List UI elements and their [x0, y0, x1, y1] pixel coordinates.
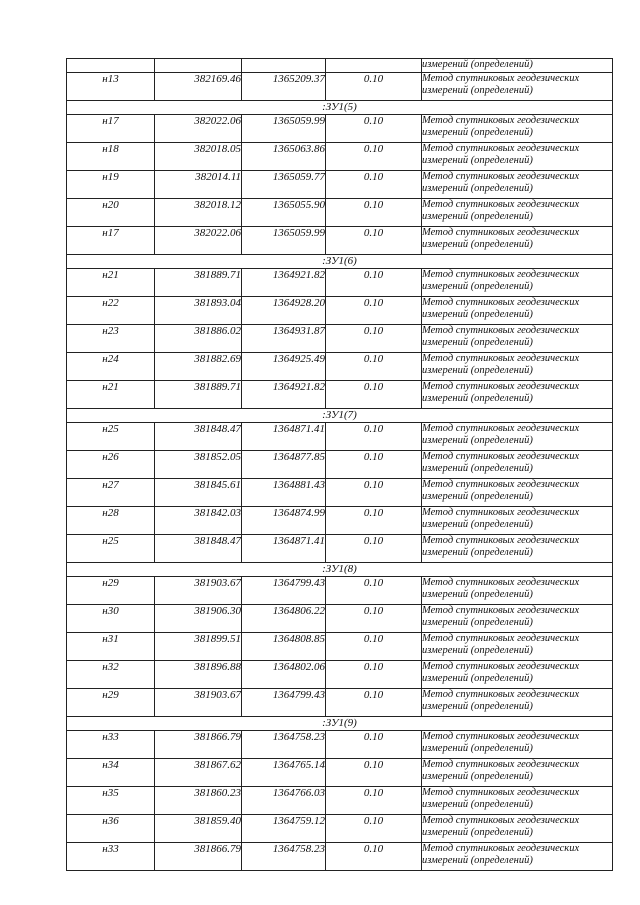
- method-line-2: измерений (определений): [422, 855, 533, 866]
- cell-method: [422, 115, 613, 143]
- cell-x: 381866.79: [155, 843, 242, 871]
- cell-error: 0.10: [326, 605, 422, 633]
- cell-x: 381848.47: [155, 423, 242, 451]
- cell-x: 381842.03: [155, 507, 242, 535]
- cell-point: [67, 59, 155, 73]
- cell-error: 0.10: [326, 479, 422, 507]
- cell-y: 1364799.43: [242, 689, 326, 717]
- table-row: [67, 381, 613, 409]
- table-row: [67, 535, 613, 563]
- cell-method: [422, 535, 613, 563]
- cell-x: 382022.06: [155, 115, 242, 143]
- method-line-2: измерений (определений): [422, 85, 533, 96]
- cell-x: 381859.40: [155, 815, 242, 843]
- table-row: [67, 269, 613, 297]
- method-line-2: измерений (определений): [422, 491, 533, 502]
- cell-y: 1365059.99: [242, 227, 326, 255]
- method-line-1: Метод спутниковых геодезических: [422, 73, 580, 84]
- cell-point: н32: [67, 661, 155, 689]
- cell-point: н23: [67, 325, 155, 353]
- cell-method: [422, 689, 613, 717]
- cell-point: н18: [67, 143, 155, 171]
- cell-x: 381903.67: [155, 577, 242, 605]
- method-line-2: измерений (определений): [422, 589, 533, 600]
- cell-method: [422, 143, 613, 171]
- table-row: [67, 227, 613, 255]
- table-row: [67, 297, 613, 325]
- table-row: [67, 507, 613, 535]
- cell-method: [422, 815, 613, 843]
- method-line-2: измерений (определений): [422, 211, 533, 222]
- cell-y: 1365063.86: [242, 143, 326, 171]
- section-row: [67, 101, 613, 115]
- cell-method: [422, 59, 613, 73]
- table-row: [67, 731, 613, 759]
- method-line-2: измерений (определений): [422, 281, 533, 292]
- table-row: [67, 325, 613, 353]
- table-row: [67, 199, 613, 227]
- cell-method: [422, 353, 613, 381]
- cell-method: [422, 577, 613, 605]
- cell-y: 1364874.99: [242, 507, 326, 535]
- cell-error: 0.10: [326, 577, 422, 605]
- cell-x: 381867.62: [155, 759, 242, 787]
- cell-x: 381903.67: [155, 689, 242, 717]
- cell-y: 1364802.06: [242, 661, 326, 689]
- cell-x: 381860.23: [155, 787, 242, 815]
- cell-point: н24: [67, 353, 155, 381]
- method-line-2: измерений (определений): [422, 239, 533, 250]
- coordinates-table: [66, 58, 613, 871]
- cell-x: 382014.11: [155, 171, 242, 199]
- cell-error: 0.10: [326, 171, 422, 199]
- cell-error: 0.10: [326, 143, 422, 171]
- method-line-1: Метод спутниковых геодезических: [422, 633, 580, 644]
- method-line-1: Метод спутниковых геодезических: [422, 689, 580, 700]
- cell-error: 0.10: [326, 759, 422, 787]
- cell-x: 381882.69: [155, 353, 242, 381]
- cell-method: [422, 507, 613, 535]
- cell-point: н19: [67, 171, 155, 199]
- section-row: [67, 255, 613, 269]
- cell-y: 1364881.43: [242, 479, 326, 507]
- cell-y: 1364806.22: [242, 605, 326, 633]
- cell-x: [155, 59, 242, 73]
- method-line-2: измерений (определений): [422, 59, 533, 70]
- cell-method: [422, 199, 613, 227]
- table-row: [67, 479, 613, 507]
- method-line-1: Метод спутниковых геодезических: [422, 381, 580, 392]
- method-line-2: измерений (определений): [422, 183, 533, 194]
- cell-point: н33: [67, 731, 155, 759]
- table-row: [67, 759, 613, 787]
- coordinates-table-body: [67, 59, 613, 871]
- cell-error: 0.10: [326, 73, 422, 101]
- cell-point: н33: [67, 843, 155, 871]
- cell-point: н21: [67, 269, 155, 297]
- cell-y: 1365055.90: [242, 199, 326, 227]
- cell-y: 1364765.14: [242, 759, 326, 787]
- cell-point: н20: [67, 199, 155, 227]
- table-row: [67, 171, 613, 199]
- cell-method: [422, 171, 613, 199]
- cell-point: н34: [67, 759, 155, 787]
- cell-point: н22: [67, 297, 155, 325]
- cell-point: н35: [67, 787, 155, 815]
- method-line-1: Метод спутниковых геодезических: [422, 661, 580, 672]
- cell-method: [422, 633, 613, 661]
- cell-error: 0.10: [326, 451, 422, 479]
- cell-error: 0.10: [326, 115, 422, 143]
- cell-point: н17: [67, 115, 155, 143]
- table-row: [67, 143, 613, 171]
- table-row: [67, 815, 613, 843]
- method-line-2: измерений (определений): [422, 127, 533, 138]
- cell-y: 1364877.85: [242, 451, 326, 479]
- table-row: [67, 661, 613, 689]
- cell-y: 1364808.85: [242, 633, 326, 661]
- cell-error: 0.10: [326, 535, 422, 563]
- section-row: [67, 717, 613, 731]
- cell-point: н13: [67, 73, 155, 101]
- cell-y: 1364766.03: [242, 787, 326, 815]
- cell-y: 1364758.23: [242, 731, 326, 759]
- table-row: [67, 787, 613, 815]
- method-line-2: измерений (определений): [422, 743, 533, 754]
- method-line-1: Метод спутниковых геодезических: [422, 787, 580, 798]
- cell-y: 1364871.41: [242, 423, 326, 451]
- cell-x: 382018.12: [155, 199, 242, 227]
- cell-point: н26: [67, 451, 155, 479]
- cell-y: 1365209.37: [242, 73, 326, 101]
- cell-x: 381852.05: [155, 451, 242, 479]
- cell-error: 0.10: [326, 633, 422, 661]
- cell-error: 0.10: [326, 423, 422, 451]
- cell-error: 0.10: [326, 731, 422, 759]
- method-line-2: измерений (определений): [422, 519, 533, 530]
- method-line-1: Метод спутниковых геодезических: [422, 269, 580, 280]
- cell-x: 382169.46: [155, 73, 242, 101]
- cell-method: [422, 227, 613, 255]
- table-row: [67, 605, 613, 633]
- cell-method: [422, 451, 613, 479]
- cell-x: 381899.51: [155, 633, 242, 661]
- method-line-1: Метод спутниковых геодезических: [422, 423, 580, 434]
- method-line-1: Метод спутниковых геодезических: [422, 577, 580, 588]
- cell-point: н21: [67, 381, 155, 409]
- cell-method: [422, 423, 613, 451]
- cell-point: н29: [67, 577, 155, 605]
- cell-x: 381896.88: [155, 661, 242, 689]
- method-line-2: измерений (определений): [422, 155, 533, 166]
- method-line-2: измерений (определений): [422, 827, 533, 838]
- method-line-1: Метод спутниковых геодезических: [422, 199, 580, 210]
- cell-point: н25: [67, 535, 155, 563]
- method-line-1: Метод спутниковых геодезических: [422, 227, 580, 238]
- cell-y: 1364921.82: [242, 269, 326, 297]
- method-line-2: измерений (определений): [422, 393, 533, 404]
- cell-error: 0.10: [326, 199, 422, 227]
- cell-x: 381866.79: [155, 731, 242, 759]
- cell-y: 1364758.23: [242, 843, 326, 871]
- cell-x: 381906.30: [155, 605, 242, 633]
- cell-error: 0.10: [326, 661, 422, 689]
- section-title: :ЗУ1(8): [67, 563, 613, 577]
- method-line-1: Метод спутниковых геодезических: [422, 325, 580, 336]
- cell-y: 1364925.49: [242, 353, 326, 381]
- cell-error: 0.10: [326, 787, 422, 815]
- method-line-2: измерений (определений): [422, 701, 533, 712]
- section-row: [67, 409, 613, 423]
- cell-method: [422, 605, 613, 633]
- cell-point: н29: [67, 689, 155, 717]
- section-title: :ЗУ1(7): [67, 409, 613, 423]
- method-line-1: Метод спутниковых геодезических: [422, 815, 580, 826]
- method-line-1: Метод спутниковых геодезических: [422, 759, 580, 770]
- cell-x: 381893.04: [155, 297, 242, 325]
- method-line-2: измерений (определений): [422, 617, 533, 628]
- cell-y: 1364931.87: [242, 325, 326, 353]
- cell-point: н31: [67, 633, 155, 661]
- table-row: [67, 451, 613, 479]
- method-line-1: Метод спутниковых геодезических: [422, 143, 580, 154]
- cell-x: 381845.61: [155, 479, 242, 507]
- cell-y: 1364871.41: [242, 535, 326, 563]
- cell-method: [422, 269, 613, 297]
- cell-y: 1365059.99: [242, 115, 326, 143]
- method-line-2: измерений (определений): [422, 645, 533, 656]
- method-line-2: измерений (определений): [422, 673, 533, 684]
- cell-method: [422, 787, 613, 815]
- cell-error: 0.10: [326, 815, 422, 843]
- method-line-1: Метод спутниковых геодезических: [422, 479, 580, 490]
- method-line-1: Метод спутниковых геодезических: [422, 171, 580, 182]
- method-line-1: Метод спутниковых геодезических: [422, 535, 580, 546]
- cell-y: 1364759.12: [242, 815, 326, 843]
- method-line-1: Метод спутниковых геодезических: [422, 843, 580, 854]
- cell-error: 0.10: [326, 269, 422, 297]
- cell-error: 0.10: [326, 507, 422, 535]
- method-line-2: измерений (определений): [422, 547, 533, 558]
- cell-y: 1364921.82: [242, 381, 326, 409]
- cell-error: 0.10: [326, 353, 422, 381]
- table-row: [67, 73, 613, 101]
- cell-method: [422, 759, 613, 787]
- table-row: [67, 689, 613, 717]
- method-line-1: Метод спутниковых геодезических: [422, 507, 580, 518]
- section-title: :ЗУ1(6): [67, 255, 613, 269]
- method-line-2: измерений (определений): [422, 435, 533, 446]
- table-row: [67, 843, 613, 871]
- method-line-1: Метод спутниковых геодезических: [422, 353, 580, 364]
- method-line-1: Метод спутниковых геодезических: [422, 605, 580, 616]
- cell-method: [422, 381, 613, 409]
- cell-method: [422, 325, 613, 353]
- cell-x: 381889.71: [155, 269, 242, 297]
- cell-method: [422, 479, 613, 507]
- cell-error: 0.10: [326, 843, 422, 871]
- method-line-2: измерений (определений): [422, 365, 533, 376]
- method-line-2: измерений (определений): [422, 799, 533, 810]
- cell-error: 0.10: [326, 297, 422, 325]
- cell-method: [422, 297, 613, 325]
- continued-row: [67, 59, 613, 73]
- cell-x: 381886.02: [155, 325, 242, 353]
- cell-y: 1365059.77: [242, 171, 326, 199]
- method-line-2: измерений (определений): [422, 337, 533, 348]
- method-line-1: Метод спутниковых геодезических: [422, 115, 580, 126]
- cell-point: н25: [67, 423, 155, 451]
- table-row: [67, 115, 613, 143]
- cell-point: н30: [67, 605, 155, 633]
- section-row: [67, 563, 613, 577]
- cell-error: 0.10: [326, 381, 422, 409]
- cell-x: 381889.71: [155, 381, 242, 409]
- cell-y: 1364799.43: [242, 577, 326, 605]
- cell-y: 1364928.20: [242, 297, 326, 325]
- cell-error: 0.10: [326, 325, 422, 353]
- cell-method: [422, 73, 613, 101]
- cell-x: 381848.47: [155, 535, 242, 563]
- cell-point: н17: [67, 227, 155, 255]
- cell-x: 382022.06: [155, 227, 242, 255]
- cell-point: н28: [67, 507, 155, 535]
- table-row: [67, 423, 613, 451]
- cell-point: н36: [67, 815, 155, 843]
- method-line-1: Метод спутниковых геодезических: [422, 297, 580, 308]
- method-line-2: измерений (определений): [422, 309, 533, 320]
- cell-method: [422, 731, 613, 759]
- cell-method: [422, 661, 613, 689]
- cell-method: [422, 843, 613, 871]
- method-line-2: измерений (определений): [422, 771, 533, 782]
- cell-x: 382018.05: [155, 143, 242, 171]
- table-row: [67, 633, 613, 661]
- cell-y: [242, 59, 326, 73]
- table-row: [67, 577, 613, 605]
- method-line-2: измерений (определений): [422, 463, 533, 474]
- cell-error: 0.10: [326, 227, 422, 255]
- cell-error: [326, 59, 422, 73]
- cell-error: 0.10: [326, 689, 422, 717]
- section-title: :ЗУ1(9): [67, 717, 613, 731]
- section-title: :ЗУ1(5): [67, 101, 613, 115]
- cell-point: н27: [67, 479, 155, 507]
- table-row: [67, 353, 613, 381]
- method-line-1: Метод спутниковых геодезических: [422, 451, 580, 462]
- method-line-1: Метод спутниковых геодезических: [422, 731, 580, 742]
